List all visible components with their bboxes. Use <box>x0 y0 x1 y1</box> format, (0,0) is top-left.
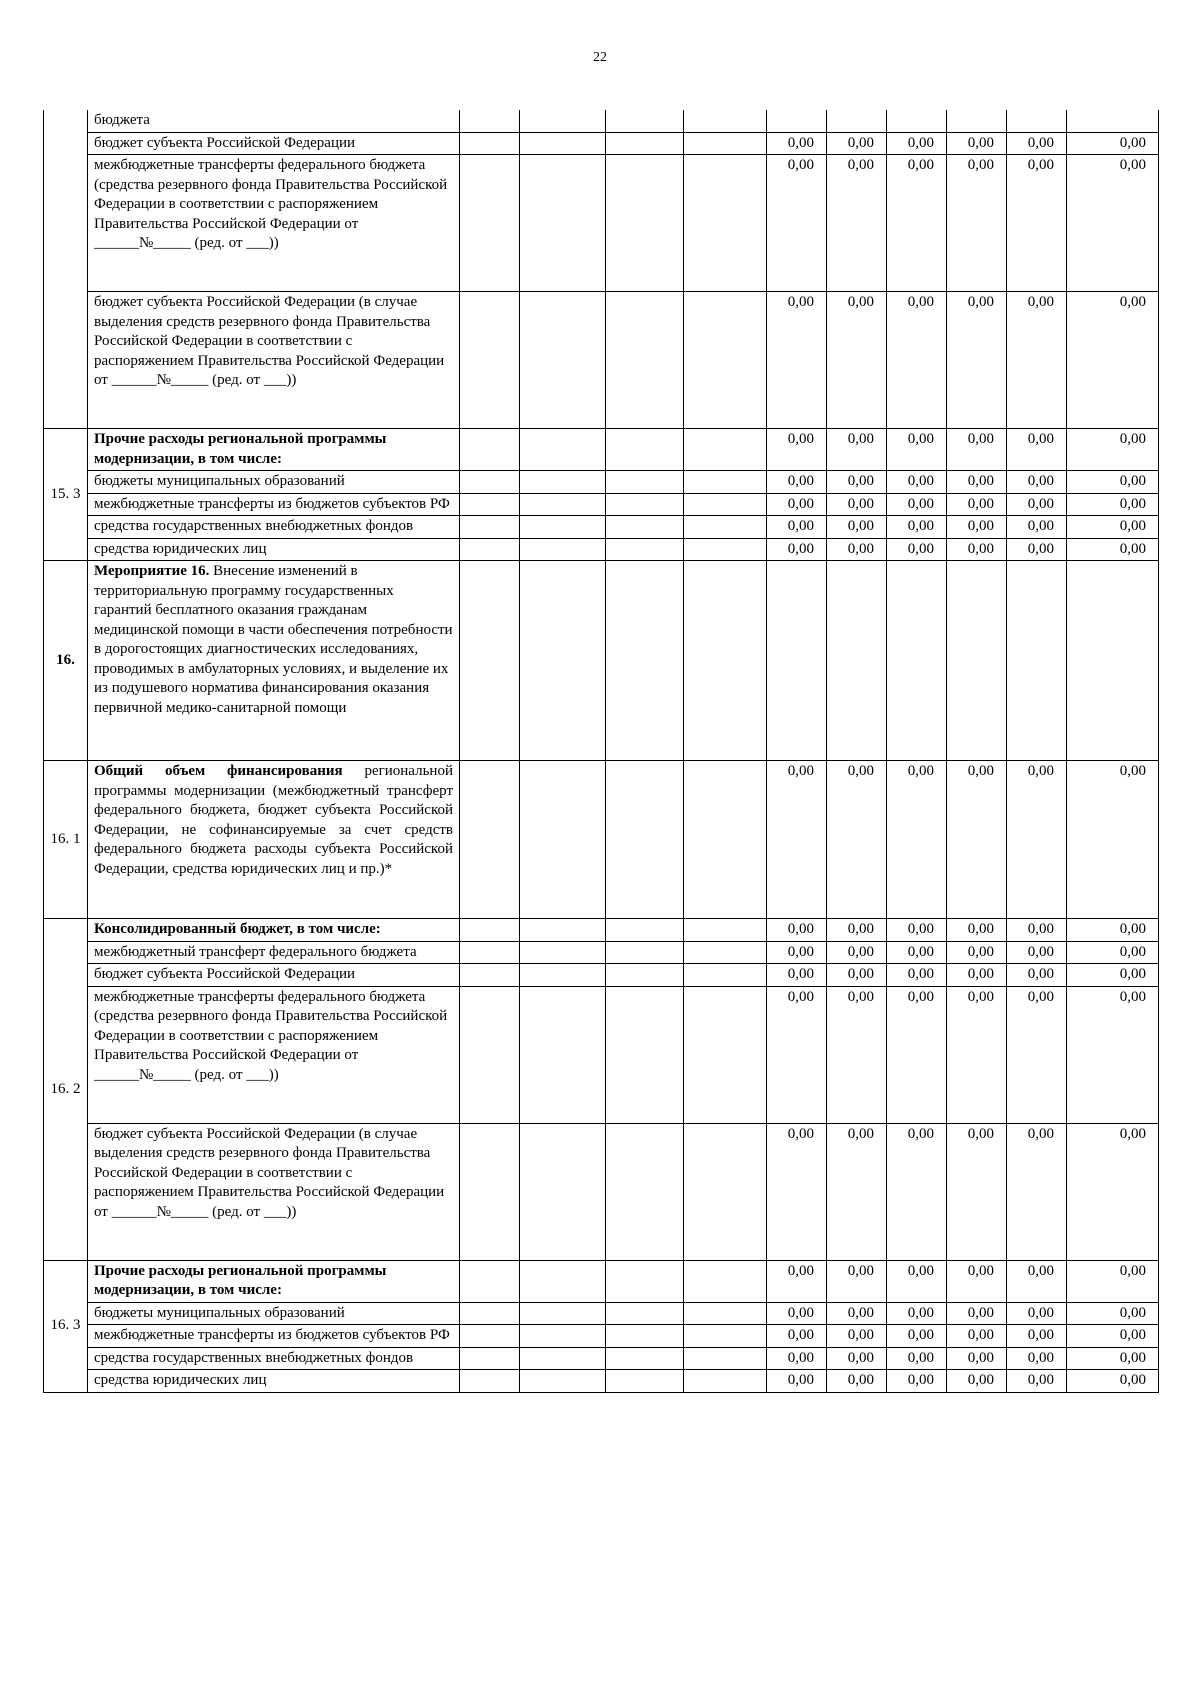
value-cell: 0,00 <box>767 429 827 471</box>
value-cell: 0,00 <box>887 986 947 1123</box>
value-cell: 0,00 <box>1007 132 1067 155</box>
value-cell: 0,00 <box>827 1370 887 1393</box>
row-number: 16. 1 <box>44 761 88 919</box>
table-row <box>44 1370 1159 1393</box>
value-cell: 0,00 <box>887 471 947 494</box>
value-cell: 0,00 <box>887 1325 947 1348</box>
value-cell: 0,00 <box>1007 919 1067 942</box>
value-cell: 0,00 <box>947 986 1007 1123</box>
value-cell: 0,00 <box>827 292 887 429</box>
value-cell: 0,00 <box>1067 1370 1159 1393</box>
value-cell: 0,00 <box>827 132 887 155</box>
value-cell: 0,00 <box>947 471 1007 494</box>
value-cell: 0,00 <box>1007 1370 1067 1393</box>
value-cell: 0,00 <box>887 1260 947 1302</box>
row-label: Прочие расходы региональной программы модернизации, в том числе: <box>88 429 460 471</box>
value-cell: 0,00 <box>767 155 827 292</box>
value-cell: 0,00 <box>767 132 827 155</box>
value-cell: 0,00 <box>1007 493 1067 516</box>
value-cell: 0,00 <box>947 1260 1007 1302</box>
table-row <box>44 292 1159 429</box>
row-label: бюджет субъекта Российской Федерации (в случае выделения средств резервного фонда Правительства Российской Федерации в соответствии с распоряжением Правительства Российской Федерации от ______№_____ (ред. от ___)) <box>88 292 460 429</box>
value-cell: 0,00 <box>827 155 887 292</box>
row-number: 16. 3 <box>44 1260 88 1392</box>
table-row <box>44 493 1159 516</box>
value-cell: 0,00 <box>827 761 887 919</box>
row-label: Прочие расходы региональной программы модернизации, в том числе: <box>88 1260 460 1302</box>
value-cell: 0,00 <box>1067 429 1159 471</box>
row-label: Консолидированный бюджет, в том числе: <box>88 919 460 942</box>
value-cell: 0,00 <box>947 132 1007 155</box>
table-row <box>44 761 1159 919</box>
value-cell: 0,00 <box>767 471 827 494</box>
table-row <box>44 1325 1159 1348</box>
row-label: межбюджетный трансферт федерального бюджета <box>88 941 460 964</box>
table-row <box>44 110 1159 132</box>
value-cell: 0,00 <box>887 1123 947 1260</box>
value-cell: 0,00 <box>1007 1347 1067 1370</box>
value-cell: 0,00 <box>887 964 947 987</box>
page-number: 22 <box>593 50 607 65</box>
value-cell: 0,00 <box>1007 941 1067 964</box>
row-label: бюджеты муниципальных образований <box>88 471 460 494</box>
value-cell: 0,00 <box>1007 1123 1067 1260</box>
value-cell: 0,00 <box>947 1302 1007 1325</box>
value-cell: 0,00 <box>1067 155 1159 292</box>
table-row <box>44 941 1159 964</box>
row-label: средства государственных внебюджетных фондов <box>88 516 460 539</box>
value-cell: 0,00 <box>1067 493 1159 516</box>
value-cell: 0,00 <box>1007 1325 1067 1348</box>
value-cell: 0,00 <box>887 538 947 561</box>
value-cell: 0,00 <box>767 516 827 539</box>
value-cell: 0,00 <box>1067 1302 1159 1325</box>
row-number: 15. 3 <box>44 429 88 561</box>
table-row <box>44 516 1159 539</box>
value-cell: 0,00 <box>947 516 1007 539</box>
value-cell: 0,00 <box>767 1370 827 1393</box>
event-title: Мероприятие 16. <box>94 563 210 579</box>
value-cell: 0,00 <box>887 516 947 539</box>
value-cell: 0,00 <box>827 1347 887 1370</box>
value-cell: 0,00 <box>1007 429 1067 471</box>
table-row <box>44 429 1159 471</box>
value-cell: 0,00 <box>1007 1302 1067 1325</box>
row-label: бюджет субъекта Российской Федерации (в случае выделения средств резервного фонда Правительства Российской Федерации в соответствии с распоряжением Правительства Российской Федерации от ______№_____ (ред. от ___)) <box>88 1123 460 1260</box>
value-cell: 0,00 <box>827 964 887 987</box>
table-row <box>44 919 1159 942</box>
value-cell: 0,00 <box>827 919 887 942</box>
value-cell: 0,00 <box>1067 1260 1159 1302</box>
value-cell: 0,00 <box>887 493 947 516</box>
value-cell: 0,00 <box>1067 919 1159 942</box>
value-cell: 0,00 <box>947 1370 1007 1393</box>
value-cell: 0,00 <box>767 1123 827 1260</box>
value-cell: 0,00 <box>767 964 827 987</box>
event-description <box>88 561 460 761</box>
table-row <box>44 561 1159 761</box>
value-cell: 0,00 <box>1067 964 1159 987</box>
value-cell: 0,00 <box>887 429 947 471</box>
row-label: межбюджетные трансферты федерального бюджета (средства резервного фонда Правительства Российской Федерации в соответствии с распоряжением Правительства Российской Федерации от ______№_____ (ред. от ___)) <box>88 986 460 1123</box>
table-row <box>44 1123 1159 1260</box>
value-cell: 0,00 <box>947 155 1007 292</box>
value-cell: 0,00 <box>1007 155 1067 292</box>
table-row <box>44 155 1159 292</box>
value-cell: 0,00 <box>1007 516 1067 539</box>
value-cell: 0,00 <box>1067 292 1159 429</box>
row-number <box>44 110 88 429</box>
value-cell: 0,00 <box>947 493 1007 516</box>
value-cell: 0,00 <box>887 292 947 429</box>
value-cell: 0,00 <box>827 471 887 494</box>
value-cell: 0,00 <box>767 1347 827 1370</box>
value-cell: 0,00 <box>767 919 827 942</box>
table-row <box>44 1347 1159 1370</box>
value-cell: 0,00 <box>887 941 947 964</box>
event-text: Внесение изменений в территориальную программу государственных гарантий бесплатного оказания гражданам медицинской помощи в части обеспечения потребности в дорогостоящих диагностических исследованиях, проводимых в амбулаторных условиях, и выделение их из подушевого норматива финансирования оказания первичной медико-санитарной помощи <box>94 563 453 716</box>
value-cell: 0,00 <box>1007 538 1067 561</box>
value-cell: 0,00 <box>827 1260 887 1302</box>
value-cell: 0,00 <box>1067 1347 1159 1370</box>
value-cell: 0,00 <box>1007 292 1067 429</box>
value-cell: 0,00 <box>827 516 887 539</box>
value-cell: 0,00 <box>947 429 1007 471</box>
value-cell: 0,00 <box>827 1325 887 1348</box>
row-label: средства юридических лиц <box>88 538 460 561</box>
value-cell: 0,00 <box>1067 761 1159 919</box>
value-cell: 0,00 <box>947 964 1007 987</box>
total-text: региональной программы модернизации (межбюджетный трансферт федерального бюджета, бюджет субъекта Российской Федерации, не софинансируемые за счет средств федерального бюджета расходы субъекта Российской Федерации, средства юридических лиц и пр.)* <box>94 763 453 877</box>
value-cell: 0,00 <box>887 1302 947 1325</box>
row-label: средства государственных внебюджетных фондов <box>88 1347 460 1370</box>
value-cell: 0,00 <box>767 986 827 1123</box>
value-cell: 0,00 <box>887 1370 947 1393</box>
value-cell: 0,00 <box>947 1123 1007 1260</box>
value-cell: 0,00 <box>947 919 1007 942</box>
row-label: средства юридических лиц <box>88 1370 460 1393</box>
table-row <box>44 986 1159 1123</box>
value-cell: 0,00 <box>767 761 827 919</box>
value-cell: 0,00 <box>947 941 1007 964</box>
table-row <box>44 471 1159 494</box>
value-cell: 0,00 <box>1067 941 1159 964</box>
row-number: 16. <box>44 561 88 761</box>
row-label: бюджет субъекта Российской Федерации <box>88 964 460 987</box>
total-description <box>88 761 460 919</box>
value-cell: 0,00 <box>1007 1260 1067 1302</box>
value-cell: 0,00 <box>827 538 887 561</box>
value-cell: 0,00 <box>947 538 1007 561</box>
value-cell: 0,00 <box>947 292 1007 429</box>
value-cell: 0,00 <box>947 761 1007 919</box>
value-cell: 0,00 <box>827 986 887 1123</box>
value-cell: 0,00 <box>1067 1325 1159 1348</box>
value-cell: 0,00 <box>1007 986 1067 1123</box>
value-cell: 0,00 <box>1067 538 1159 561</box>
value-cell: 0,00 <box>887 155 947 292</box>
value-cell: 0,00 <box>1007 964 1067 987</box>
value-cell: 0,00 <box>887 919 947 942</box>
row-label: межбюджетные трансферты из бюджетов субъектов РФ <box>88 493 460 516</box>
row-label: бюджета <box>88 110 460 132</box>
financing-table <box>43 110 1159 1393</box>
value-cell: 0,00 <box>1067 1123 1159 1260</box>
value-cell: 0,00 <box>1067 986 1159 1123</box>
value-cell: 0,00 <box>947 1325 1007 1348</box>
table-row <box>44 1302 1159 1325</box>
row-label: межбюджетные трансферты из бюджетов субъектов РФ <box>88 1325 460 1348</box>
table-row <box>44 538 1159 561</box>
table-row <box>44 132 1159 155</box>
table-row <box>44 1260 1159 1302</box>
value-cell: 0,00 <box>1067 471 1159 494</box>
value-cell: 0,00 <box>827 1123 887 1260</box>
value-cell: 0,00 <box>827 941 887 964</box>
value-cell: 0,00 <box>1067 516 1159 539</box>
value-cell: 0,00 <box>887 132 947 155</box>
total-title: Общий объем финансирования <box>94 763 343 779</box>
value-cell: 0,00 <box>827 429 887 471</box>
value-cell: 0,00 <box>1007 471 1067 494</box>
value-cell: 0,00 <box>827 493 887 516</box>
row-number: 16. 2 <box>44 919 88 1261</box>
value-cell: 0,00 <box>887 1347 947 1370</box>
value-cell: 0,00 <box>827 1302 887 1325</box>
value-cell: 0,00 <box>767 538 827 561</box>
row-label: бюджеты муниципальных образований <box>88 1302 460 1325</box>
row-label: бюджет субъекта Российской Федерации <box>88 132 460 155</box>
value-cell: 0,00 <box>887 761 947 919</box>
value-cell: 0,00 <box>767 941 827 964</box>
row-label: межбюджетные трансферты федерального бюджета (средства резервного фонда Правительства Российской Федерации в соответствии с распоряжением Правительства Российской Федерации от ______№_____ (ред. от ___)) <box>88 155 460 292</box>
value-cell: 0,00 <box>767 1325 827 1348</box>
value-cell: 0,00 <box>1067 132 1159 155</box>
table-row <box>44 964 1159 987</box>
value-cell: 0,00 <box>767 292 827 429</box>
value-cell: 0,00 <box>767 493 827 516</box>
value-cell: 0,00 <box>1007 761 1067 919</box>
value-cell: 0,00 <box>947 1347 1007 1370</box>
value-cell: 0,00 <box>767 1302 827 1325</box>
value-cell: 0,00 <box>767 1260 827 1302</box>
